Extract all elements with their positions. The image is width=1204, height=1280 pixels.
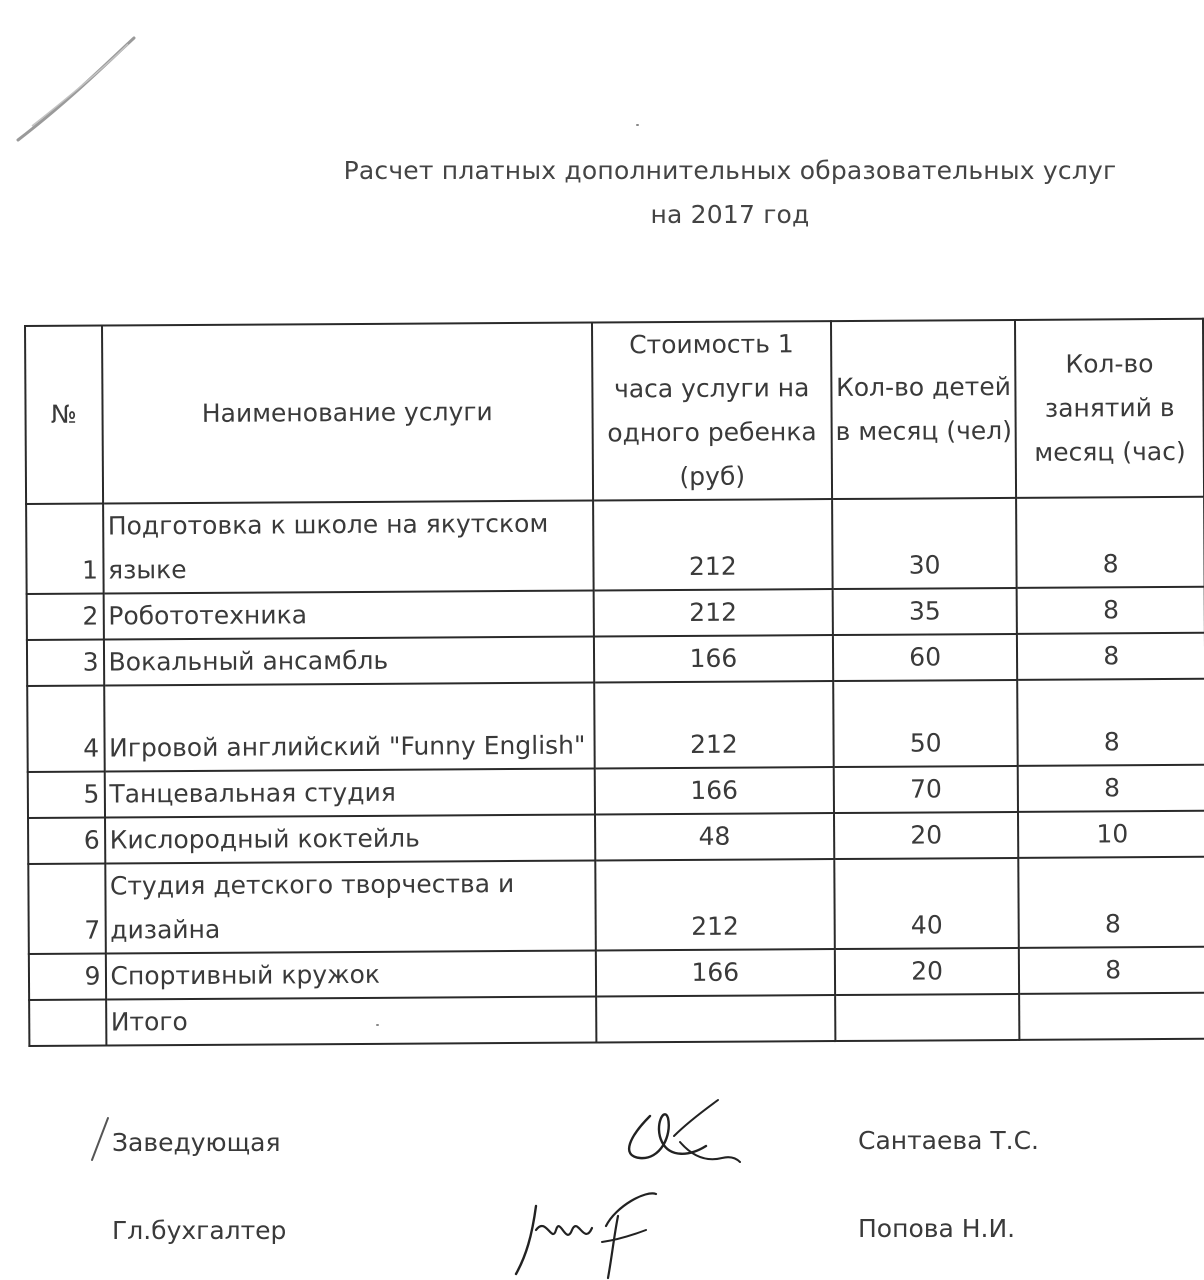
row-lessons: 10 bbox=[1018, 811, 1204, 858]
row-kids: 70 bbox=[833, 766, 1018, 813]
row-kids: 20 bbox=[834, 812, 1019, 859]
row-kids: 35 bbox=[832, 588, 1017, 635]
row-cost: 212 bbox=[594, 589, 833, 636]
total-label: Итого bbox=[106, 997, 597, 1046]
header-lessons: Кол-во занятий в месяц (час) bbox=[1015, 319, 1204, 498]
pen-slash-mark bbox=[88, 1116, 112, 1164]
row-lessons: 8 bbox=[1017, 633, 1204, 680]
row-name: Студия детского творчества и дизайна bbox=[105, 861, 596, 954]
head-position: Заведующая bbox=[112, 1128, 281, 1157]
total-kids-cell bbox=[835, 994, 1020, 1041]
row-kids: 50 bbox=[833, 680, 1018, 767]
row-name: Вокальный ансамбль bbox=[103, 637, 594, 686]
header-cost: Стоимость 1 часа услуги на одного ребенка (руб) bbox=[592, 321, 832, 500]
row-num: 7 bbox=[28, 864, 105, 954]
header-num: № bbox=[25, 326, 103, 504]
row-num: 4 bbox=[27, 686, 104, 772]
table-row bbox=[27, 633, 1204, 686]
row-lessons: 8 bbox=[1018, 679, 1204, 766]
row-kids: 60 bbox=[833, 634, 1018, 681]
row-name: Спортивный кружок bbox=[105, 951, 596, 1000]
row-lessons: 8 bbox=[1017, 587, 1204, 634]
row-name: Подготовка к школе на якутском языке bbox=[103, 501, 594, 594]
row-num: 9 bbox=[29, 954, 106, 1000]
services-table bbox=[24, 318, 1204, 1047]
row-cost: 212 bbox=[593, 499, 832, 590]
header-name: Наименование услуги bbox=[102, 323, 593, 504]
table-row bbox=[27, 679, 1204, 772]
accountant-signature bbox=[506, 1186, 676, 1280]
document-title-line1: Расчет платных дополнительных образовательных услуг bbox=[343, 156, 1117, 185]
row-num: 3 bbox=[27, 640, 104, 686]
head-name: Сантаева Т.С. bbox=[858, 1126, 1040, 1155]
row-name: Игровой английский "Funny English" bbox=[104, 683, 595, 772]
row-lessons: 8 bbox=[1019, 857, 1204, 948]
row-cost: 166 bbox=[595, 767, 834, 814]
row-kids: 40 bbox=[834, 858, 1019, 949]
scan-mark bbox=[10, 30, 140, 150]
table-total-row bbox=[29, 993, 1204, 1046]
total-lessons-cell bbox=[1020, 993, 1204, 1040]
row-cost: 166 bbox=[594, 635, 833, 682]
row-cost: 48 bbox=[595, 813, 834, 860]
row-kids: 30 bbox=[832, 498, 1017, 589]
header-kids: Кол-во детей в месяц (чел) bbox=[831, 320, 1017, 499]
table-row bbox=[28, 857, 1204, 954]
table-row bbox=[28, 811, 1204, 864]
row-lessons: 8 bbox=[1018, 765, 1204, 812]
accountant-name: Попова Н.И. bbox=[858, 1214, 1016, 1243]
row-lessons: 8 bbox=[1019, 947, 1204, 994]
row-lessons: 8 bbox=[1017, 497, 1204, 588]
row-num: 5 bbox=[28, 772, 105, 818]
row-cost: 166 bbox=[596, 949, 835, 996]
total-cost-cell bbox=[596, 995, 835, 1042]
row-cost: 212 bbox=[595, 859, 834, 950]
row-num: 1 bbox=[26, 504, 103, 594]
row-name: Робототехника bbox=[103, 591, 594, 640]
row-cost: 212 bbox=[594, 681, 833, 768]
row-num: 2 bbox=[27, 594, 104, 640]
head-signature bbox=[610, 1096, 750, 1176]
total-num-cell bbox=[29, 1000, 106, 1046]
row-name: Кислородный коктейль bbox=[105, 815, 596, 864]
scan-speck bbox=[636, 124, 639, 126]
row-kids: 20 bbox=[835, 948, 1020, 995]
table-row bbox=[27, 587, 1204, 640]
table-row bbox=[26, 497, 1204, 594]
row-num: 6 bbox=[28, 818, 105, 864]
row-name: Танцевальная студия bbox=[104, 769, 595, 818]
accountant-position: Гл.бухгалтер bbox=[112, 1216, 287, 1245]
document-title-line2: на 2017 год bbox=[650, 200, 810, 229]
table-header-row bbox=[25, 319, 1204, 504]
table-row bbox=[29, 947, 1204, 1000]
table-row bbox=[28, 765, 1204, 818]
